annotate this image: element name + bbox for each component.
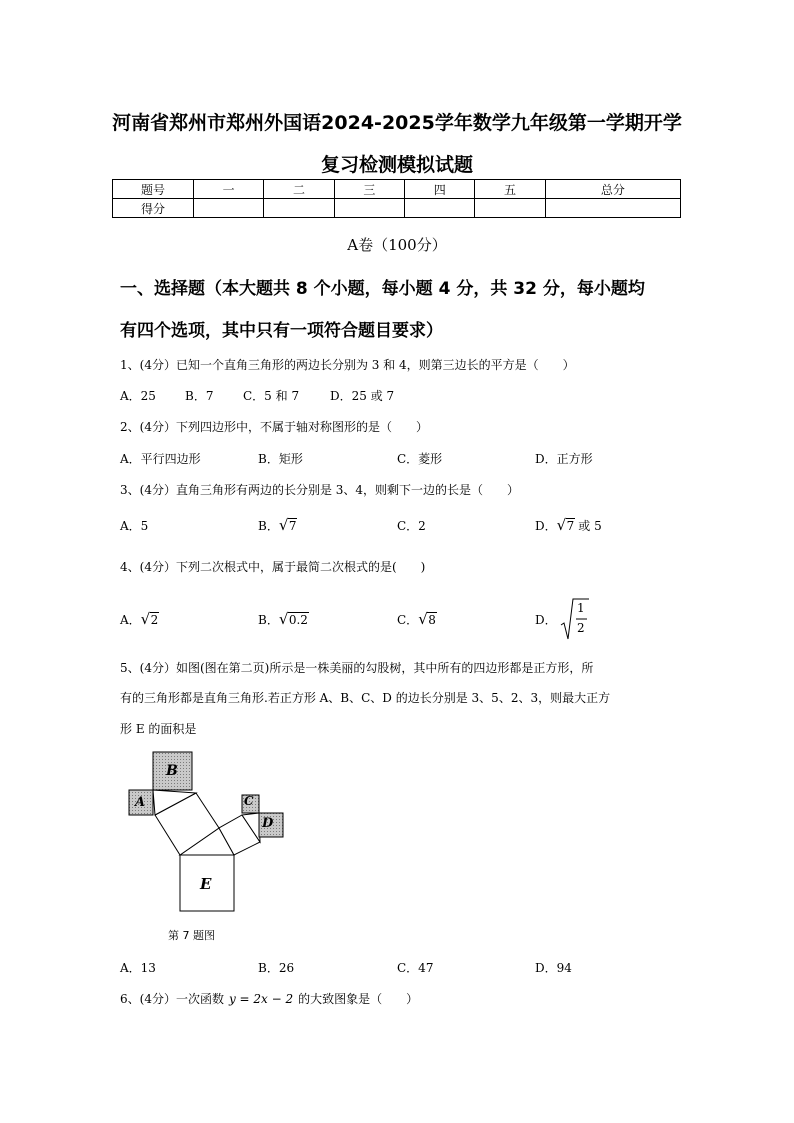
option-prefix: C．	[397, 613, 419, 627]
sqrt-expression	[556, 516, 576, 534]
score-table-header-cell: 五	[475, 180, 545, 199]
score-cell[interactable]	[334, 199, 404, 218]
radicand: 0.2	[288, 613, 308, 627]
question-2-text: 2、(4分）下列四边形中，不属于轴对称图形的是（ ）	[120, 420, 428, 434]
score-table-header-cell: 一	[194, 180, 264, 199]
part-1-heading-line-1: 一、选择题（本大题共 8 个小题，每小题 4 分，共 32 分，每小题均	[120, 279, 645, 299]
radicand: 2	[150, 613, 159, 627]
question-5-line-2: 有的三角形都是直角三角形.若正方形 A、B、C、D 的边长分别是 3、5、2、3，则最大正方	[120, 691, 611, 705]
score-cell[interactable]	[475, 199, 545, 218]
figure-label-a: A	[135, 795, 146, 810]
sqrt-expression	[418, 610, 437, 628]
question-4-option-d[interactable]	[535, 611, 557, 628]
option-suffix: 或 5	[578, 519, 602, 533]
question-6-suffix: 的大致图象是（ ）	[298, 992, 419, 1006]
score-table-header-cell: 四	[405, 180, 475, 199]
question-2-option-d[interactable]: D．正方形	[535, 452, 593, 466]
score-table	[112, 179, 681, 218]
score-table-header-cell: 总分	[545, 180, 680, 199]
pythagoras-tree-figure	[126, 750, 288, 915]
sqrt-expression	[278, 610, 309, 628]
question-6-formula: y = 2x − 2	[228, 992, 294, 1006]
score-cell[interactable]	[405, 199, 475, 218]
question-1-option-a[interactable]: A．25	[120, 389, 156, 403]
score-row-label: 得分	[113, 199, 194, 218]
question-3-option-a[interactable]: A．5	[120, 519, 149, 533]
figure-label-d: D	[262, 816, 274, 831]
option-prefix: D．	[535, 519, 557, 533]
sqrt-expression	[140, 610, 160, 628]
question-5-line-1: 5、(4分）如图(图在第二页)所示是一株美丽的勾股树，其中所有的四边形都是正方形，所	[120, 661, 594, 675]
score-cell[interactable]	[264, 199, 334, 218]
radicand: 7	[566, 519, 575, 533]
sqrt-symbol: √	[278, 516, 289, 534]
question-3-option-b[interactable]	[258, 517, 297, 534]
fraction-denominator: 2	[577, 621, 585, 635]
figure-label-e: E	[200, 875, 212, 893]
score-table-header-cell: 二	[264, 180, 334, 199]
sqrt-symbol: √	[418, 610, 428, 628]
option-prefix: B．	[258, 519, 279, 533]
question-4-option-d-fraction-root	[560, 597, 590, 641]
option-prefix: B．	[258, 613, 279, 627]
question-5-line-3: 形 E 的面积是	[120, 722, 197, 736]
option-prefix: D．	[535, 613, 557, 627]
question-4-option-b[interactable]	[258, 611, 309, 628]
score-table-header-row	[113, 180, 681, 199]
sqrt-symbol: √	[556, 516, 567, 534]
score-cell[interactable]	[194, 199, 264, 218]
exam-title-line-1: 河南省郑州市郑州外国语2024-2025学年数学九年级第一学期开学	[112, 112, 682, 134]
figure-label-c: C	[244, 794, 254, 808]
question-1-option-c[interactable]: C．5 和 7	[243, 389, 300, 403]
option-prefix: A．	[120, 613, 141, 627]
question-3-option-c[interactable]: C．2	[397, 519, 426, 533]
sqrt-expression	[278, 516, 298, 534]
figure-label-b: B	[166, 763, 178, 779]
question-4-option-c[interactable]	[397, 611, 437, 628]
sqrt-symbol: √	[140, 610, 151, 628]
score-table-score-row	[113, 199, 681, 218]
question-4-text: 4、(4分）下列二次根式中，属于最简二次根式的是( )	[120, 560, 426, 574]
question-4-option-a[interactable]	[120, 611, 159, 628]
question-3-text: 3、(4分）直角三角形有两边的长分别是 3、4，则剩下一边的长是（ ）	[120, 483, 520, 497]
radicand: 7	[288, 519, 297, 533]
question-2-option-a[interactable]: A．平行四边形	[120, 452, 201, 466]
exam-title-line-2: 复习检测模拟试题	[320, 154, 473, 176]
question-2-option-b[interactable]: B．矩形	[258, 452, 303, 466]
figure-caption: 第 7 题图	[168, 929, 215, 942]
question-1-option-d[interactable]: D．25 或 7	[330, 389, 395, 403]
radicand: 8	[428, 613, 436, 627]
question-6-prefix: 6、(4分）一次函数	[120, 992, 224, 1006]
section-a-heading: A卷（100分）	[347, 236, 447, 254]
fraction-numerator: 1	[577, 601, 585, 615]
question-1-text: 1、(4分）已知一个直角三角形的两边长分别为 3 和 4，则第三边长的平方是（ ）	[120, 358, 575, 372]
score-cell[interactable]	[545, 199, 680, 218]
question-5-option-b[interactable]: B．26	[258, 961, 295, 975]
question-2-option-c[interactable]: C．菱形	[397, 452, 443, 466]
part-1-heading-line-2: 有四个选项，其中只有一项符合题目要求）	[120, 321, 443, 341]
question-5-option-a[interactable]: A．13	[120, 961, 156, 975]
question-3-option-d[interactable]	[535, 517, 602, 534]
question-5-option-d[interactable]: D．94	[535, 961, 572, 975]
question-1-option-b[interactable]: B．7	[185, 389, 214, 403]
sqrt-symbol: √	[278, 610, 289, 628]
sqrt-symbol	[560, 597, 590, 641]
question-6-text	[120, 990, 418, 1007]
score-table-header-cell: 三	[334, 180, 404, 199]
score-table-header-cell: 题号	[113, 180, 194, 199]
question-5-option-c[interactable]: C．47	[397, 961, 434, 975]
